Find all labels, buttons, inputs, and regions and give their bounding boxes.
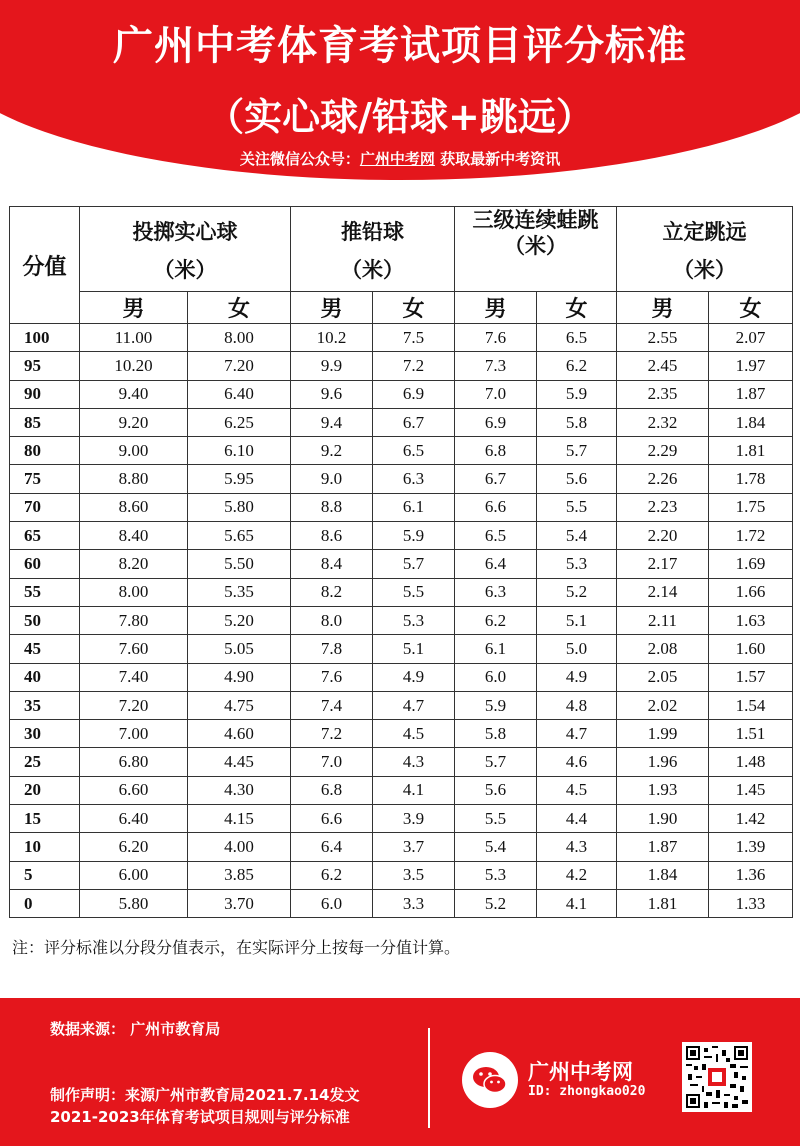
value-cell: 1.57 xyxy=(709,663,793,691)
value-cell: 1.96 xyxy=(617,748,709,776)
value-cell: 6.1 xyxy=(373,493,455,521)
female-header: 女 xyxy=(188,292,291,324)
score-cell: 80 xyxy=(10,437,80,465)
male-header: 男 xyxy=(291,292,373,324)
event-unit: （米） xyxy=(153,258,217,282)
value-cell: 3.5 xyxy=(373,861,455,889)
value-cell: 1.87 xyxy=(617,833,709,861)
table-row xyxy=(10,380,793,408)
table-row xyxy=(10,635,793,663)
value-cell: 5.8 xyxy=(537,408,617,436)
value-cell: 5.5 xyxy=(537,493,617,521)
value-cell: 1.36 xyxy=(709,861,793,889)
header-banner xyxy=(0,0,800,185)
value-cell: 4.3 xyxy=(373,748,455,776)
follow-account-link[interactable]: 广州中考网 xyxy=(359,150,435,168)
value-cell: 7.6 xyxy=(455,324,537,352)
value-cell: 1.69 xyxy=(709,550,793,578)
value-cell: 1.60 xyxy=(709,635,793,663)
value-cell: 4.30 xyxy=(188,776,291,804)
value-cell: 1.99 xyxy=(617,720,709,748)
score-cell: 50 xyxy=(10,606,80,634)
value-cell: 1.81 xyxy=(617,889,709,917)
value-cell: 5.80 xyxy=(188,493,291,521)
value-cell: 6.5 xyxy=(537,324,617,352)
value-cell: 6.2 xyxy=(291,861,373,889)
value-cell: 1.72 xyxy=(709,522,793,550)
value-cell: 6.10 xyxy=(188,437,291,465)
value-cell: 5.9 xyxy=(455,691,537,719)
value-cell: 2.02 xyxy=(617,691,709,719)
score-cell: 90 xyxy=(10,380,80,408)
value-cell: 6.3 xyxy=(373,465,455,493)
value-cell: 3.9 xyxy=(373,805,455,833)
value-cell: 1.39 xyxy=(709,833,793,861)
value-cell: 4.75 xyxy=(188,691,291,719)
value-cell: 6.0 xyxy=(455,663,537,691)
value-cell: 8.6 xyxy=(291,522,373,550)
value-cell: 5.65 xyxy=(188,522,291,550)
follow-prefix: 关注微信公众号： xyxy=(239,150,360,168)
brand-name: 广州中考网 xyxy=(528,1060,633,1084)
value-cell: 2.07 xyxy=(709,324,793,352)
value-cell: 8.4 xyxy=(291,550,373,578)
value-cell: 1.75 xyxy=(709,493,793,521)
value-cell: 1.33 xyxy=(709,889,793,917)
value-cell: 5.4 xyxy=(537,522,617,550)
value-cell: 6.7 xyxy=(373,408,455,436)
event-unit: （米） xyxy=(341,258,404,282)
value-cell: 1.87 xyxy=(709,380,793,408)
score-cell: 30 xyxy=(10,720,80,748)
value-cell: 1.97 xyxy=(709,352,793,380)
table-row xyxy=(10,493,793,521)
value-cell: 7.2 xyxy=(373,352,455,380)
value-cell: 7.8 xyxy=(291,635,373,663)
value-cell: 7.0 xyxy=(291,748,373,776)
value-cell: 8.2 xyxy=(291,578,373,606)
value-cell: 7.6 xyxy=(291,663,373,691)
value-cell: 9.20 xyxy=(80,408,188,436)
event-unit: （米） xyxy=(673,258,736,282)
value-cell: 4.5 xyxy=(537,776,617,804)
value-cell: 2.55 xyxy=(617,324,709,352)
value-cell: 2.29 xyxy=(617,437,709,465)
value-cell: 6.5 xyxy=(373,437,455,465)
score-cell: 100 xyxy=(10,324,80,352)
male-header: 男 xyxy=(80,292,188,324)
event-name: 推铅球 xyxy=(341,220,404,244)
value-cell: 6.0 xyxy=(291,889,373,917)
value-cell: 2.11 xyxy=(617,606,709,634)
table-row xyxy=(10,720,793,748)
event-header-shot-put xyxy=(291,207,455,292)
value-cell: 6.8 xyxy=(455,437,537,465)
value-cell: 5.35 xyxy=(188,578,291,606)
value-cell: 5.50 xyxy=(188,550,291,578)
value-cell: 9.6 xyxy=(291,380,373,408)
value-cell: 1.84 xyxy=(617,861,709,889)
table-row xyxy=(10,889,793,917)
value-cell: 8.0 xyxy=(291,606,373,634)
value-cell: 9.2 xyxy=(291,437,373,465)
value-cell: 4.8 xyxy=(537,691,617,719)
value-cell: 5.7 xyxy=(455,748,537,776)
event-header-long-jump xyxy=(617,207,793,292)
table-row xyxy=(10,522,793,550)
value-cell: 5.1 xyxy=(373,635,455,663)
value-cell: 6.6 xyxy=(291,805,373,833)
page-title: 广州中考体育考试项目评分标准 xyxy=(113,23,687,69)
value-cell: 7.20 xyxy=(188,352,291,380)
score-cell: 5 xyxy=(10,861,80,889)
value-cell: 1.48 xyxy=(709,748,793,776)
table-row xyxy=(10,691,793,719)
value-cell: 7.0 xyxy=(455,380,537,408)
value-cell: 1.90 xyxy=(617,805,709,833)
value-cell: 5.7 xyxy=(373,550,455,578)
value-cell: 1.81 xyxy=(709,437,793,465)
value-cell: 5.5 xyxy=(455,805,537,833)
value-cell: 7.4 xyxy=(291,691,373,719)
score-cell: 15 xyxy=(10,805,80,833)
value-cell: 5.2 xyxy=(537,578,617,606)
value-cell: 5.05 xyxy=(188,635,291,663)
value-cell: 6.60 xyxy=(80,776,188,804)
event-name: 立定跳远 xyxy=(662,220,747,244)
value-cell: 5.9 xyxy=(537,380,617,408)
value-cell: 8.20 xyxy=(80,550,188,578)
table-row xyxy=(10,324,793,352)
score-cell: 55 xyxy=(10,578,80,606)
value-cell: 6.8 xyxy=(291,776,373,804)
score-cell: 95 xyxy=(10,352,80,380)
page-subtitle: （实心球/铅球+跳远） xyxy=(206,95,594,139)
value-cell: 3.85 xyxy=(188,861,291,889)
score-cell: 10 xyxy=(10,833,80,861)
value-cell: 9.0 xyxy=(291,465,373,493)
value-cell: 7.80 xyxy=(80,606,188,634)
value-cell: 7.00 xyxy=(80,720,188,748)
value-cell: 6.40 xyxy=(188,380,291,408)
value-cell: 1.66 xyxy=(709,578,793,606)
value-cell: 8.80 xyxy=(80,465,188,493)
event-header-frog-jump xyxy=(455,207,617,292)
female-header: 女 xyxy=(709,292,793,324)
score-cell: 45 xyxy=(10,635,80,663)
value-cell: 1.93 xyxy=(617,776,709,804)
wechat-logo-icon xyxy=(462,1052,518,1108)
value-cell: 5.5 xyxy=(373,578,455,606)
footer-divider xyxy=(428,1028,430,1128)
value-cell: 4.9 xyxy=(373,663,455,691)
score-cell: 75 xyxy=(10,465,80,493)
value-cell: 8.00 xyxy=(188,324,291,352)
table-row xyxy=(10,663,793,691)
value-cell: 2.23 xyxy=(617,493,709,521)
footer xyxy=(0,998,800,1146)
value-cell: 2.20 xyxy=(617,522,709,550)
value-cell: 5.80 xyxy=(80,889,188,917)
value-cell: 4.7 xyxy=(537,720,617,748)
male-header: 男 xyxy=(455,292,537,324)
value-cell: 5.3 xyxy=(537,550,617,578)
female-header: 女 xyxy=(373,292,455,324)
value-cell: 10.2 xyxy=(291,324,373,352)
value-cell: 4.90 xyxy=(188,663,291,691)
value-cell: 5.95 xyxy=(188,465,291,493)
footnote: 注：评分标准以分段分值表示，在实际评分上按每一分值计算。 xyxy=(12,938,461,957)
score-cell: 20 xyxy=(10,776,80,804)
declaration-line-2: 2021-2023年体育考试项目规则与评分标准 xyxy=(50,1108,350,1126)
value-cell: 6.2 xyxy=(537,352,617,380)
value-cell: 4.1 xyxy=(537,889,617,917)
value-cell: 1.51 xyxy=(709,720,793,748)
event-header-shot-ball xyxy=(80,207,291,292)
value-cell: 3.7 xyxy=(373,833,455,861)
value-cell: 6.20 xyxy=(80,833,188,861)
value-cell: 6.25 xyxy=(188,408,291,436)
table-row xyxy=(10,833,793,861)
value-cell: 5.3 xyxy=(373,606,455,634)
value-cell: 4.00 xyxy=(188,833,291,861)
value-cell: 6.80 xyxy=(80,748,188,776)
value-cell: 2.26 xyxy=(617,465,709,493)
value-cell: 2.14 xyxy=(617,578,709,606)
table-row xyxy=(10,805,793,833)
score-cell: 35 xyxy=(10,691,80,719)
value-cell: 10.20 xyxy=(80,352,188,380)
female-header: 女 xyxy=(537,292,617,324)
value-cell: 7.20 xyxy=(80,691,188,719)
value-cell: 6.00 xyxy=(80,861,188,889)
value-cell: 6.1 xyxy=(455,635,537,663)
value-cell: 4.1 xyxy=(373,776,455,804)
value-cell: 8.8 xyxy=(291,493,373,521)
value-cell: 4.5 xyxy=(373,720,455,748)
table-row xyxy=(10,748,793,776)
value-cell: 7.40 xyxy=(80,663,188,691)
event-unit: （米） xyxy=(504,234,567,258)
event-name: 投掷实心球 xyxy=(132,220,238,244)
value-cell: 4.7 xyxy=(373,691,455,719)
table-row xyxy=(10,578,793,606)
value-cell: 6.9 xyxy=(455,408,537,436)
follow-suffix: 获取最新中考资讯 xyxy=(434,150,561,168)
value-cell: 9.4 xyxy=(291,408,373,436)
value-cell: 5.9 xyxy=(373,522,455,550)
value-cell: 5.8 xyxy=(455,720,537,748)
value-cell: 5.0 xyxy=(537,635,617,663)
event-name: 三级连续蛙跳 xyxy=(472,208,599,232)
qr-code-icon xyxy=(682,1042,752,1112)
value-cell: 1.78 xyxy=(709,465,793,493)
score-cell: 65 xyxy=(10,522,80,550)
value-cell: 5.4 xyxy=(455,833,537,861)
score-header: 分值 xyxy=(10,207,80,324)
declaration-line-1: 制作声明：来源广州市教育局2021.7.14发文 xyxy=(50,1086,360,1104)
value-cell: 4.6 xyxy=(537,748,617,776)
value-cell: 4.2 xyxy=(537,861,617,889)
value-cell: 2.35 xyxy=(617,380,709,408)
value-cell: 6.6 xyxy=(455,493,537,521)
value-cell: 4.15 xyxy=(188,805,291,833)
value-cell: 9.9 xyxy=(291,352,373,380)
score-cell: 0 xyxy=(10,889,80,917)
table-row xyxy=(10,861,793,889)
value-cell: 5.6 xyxy=(537,465,617,493)
value-cell: 5.20 xyxy=(188,606,291,634)
table-row xyxy=(10,437,793,465)
value-cell: 6.7 xyxy=(455,465,537,493)
score-cell: 70 xyxy=(10,493,80,521)
value-cell: 6.4 xyxy=(291,833,373,861)
value-cell: 2.05 xyxy=(617,663,709,691)
value-cell: 4.45 xyxy=(188,748,291,776)
value-cell: 7.2 xyxy=(291,720,373,748)
score-cell: 25 xyxy=(10,748,80,776)
value-cell: 6.2 xyxy=(455,606,537,634)
follow-notice xyxy=(0,148,800,169)
score-cell: 85 xyxy=(10,408,80,436)
value-cell: 1.54 xyxy=(709,691,793,719)
value-cell: 1.42 xyxy=(709,805,793,833)
value-cell: 1.63 xyxy=(709,606,793,634)
male-header: 男 xyxy=(617,292,709,324)
value-cell: 5.6 xyxy=(455,776,537,804)
value-cell: 4.9 xyxy=(537,663,617,691)
table-row xyxy=(10,408,793,436)
value-cell: 8.60 xyxy=(80,493,188,521)
value-cell: 7.5 xyxy=(373,324,455,352)
value-cell: 8.00 xyxy=(80,578,188,606)
value-cell: 5.2 xyxy=(455,889,537,917)
value-cell: 5.3 xyxy=(455,861,537,889)
value-cell: 3.70 xyxy=(188,889,291,917)
value-cell: 4.3 xyxy=(537,833,617,861)
data-source: 数据来源： 广州市教育局 xyxy=(50,1020,221,1038)
value-cell: 6.3 xyxy=(455,578,537,606)
value-cell: 4.60 xyxy=(188,720,291,748)
value-cell: 8.40 xyxy=(80,522,188,550)
table-body xyxy=(10,324,793,918)
value-cell: 1.45 xyxy=(709,776,793,804)
value-cell: 6.9 xyxy=(373,380,455,408)
table-row xyxy=(10,776,793,804)
value-cell: 2.08 xyxy=(617,635,709,663)
table-row xyxy=(10,465,793,493)
value-cell: 11.00 xyxy=(80,324,188,352)
value-cell: 2.45 xyxy=(617,352,709,380)
value-cell: 5.1 xyxy=(537,606,617,634)
score-cell: 40 xyxy=(10,663,80,691)
value-cell: 9.40 xyxy=(80,380,188,408)
value-cell: 5.7 xyxy=(537,437,617,465)
value-cell: 4.4 xyxy=(537,805,617,833)
value-cell: 6.5 xyxy=(455,522,537,550)
value-cell: 3.3 xyxy=(373,889,455,917)
value-cell: 6.40 xyxy=(80,805,188,833)
value-cell: 1.84 xyxy=(709,408,793,436)
value-cell: 7.3 xyxy=(455,352,537,380)
value-cell: 2.32 xyxy=(617,408,709,436)
table-row xyxy=(10,550,793,578)
table-row xyxy=(10,606,793,634)
value-cell: 6.4 xyxy=(455,550,537,578)
brand-id: ID: zhongkao020 xyxy=(528,1084,646,1099)
value-cell: 7.60 xyxy=(80,635,188,663)
score-table xyxy=(9,206,793,918)
score-cell: 60 xyxy=(10,550,80,578)
value-cell: 9.00 xyxy=(80,437,188,465)
table-row xyxy=(10,352,793,380)
value-cell: 2.17 xyxy=(617,550,709,578)
